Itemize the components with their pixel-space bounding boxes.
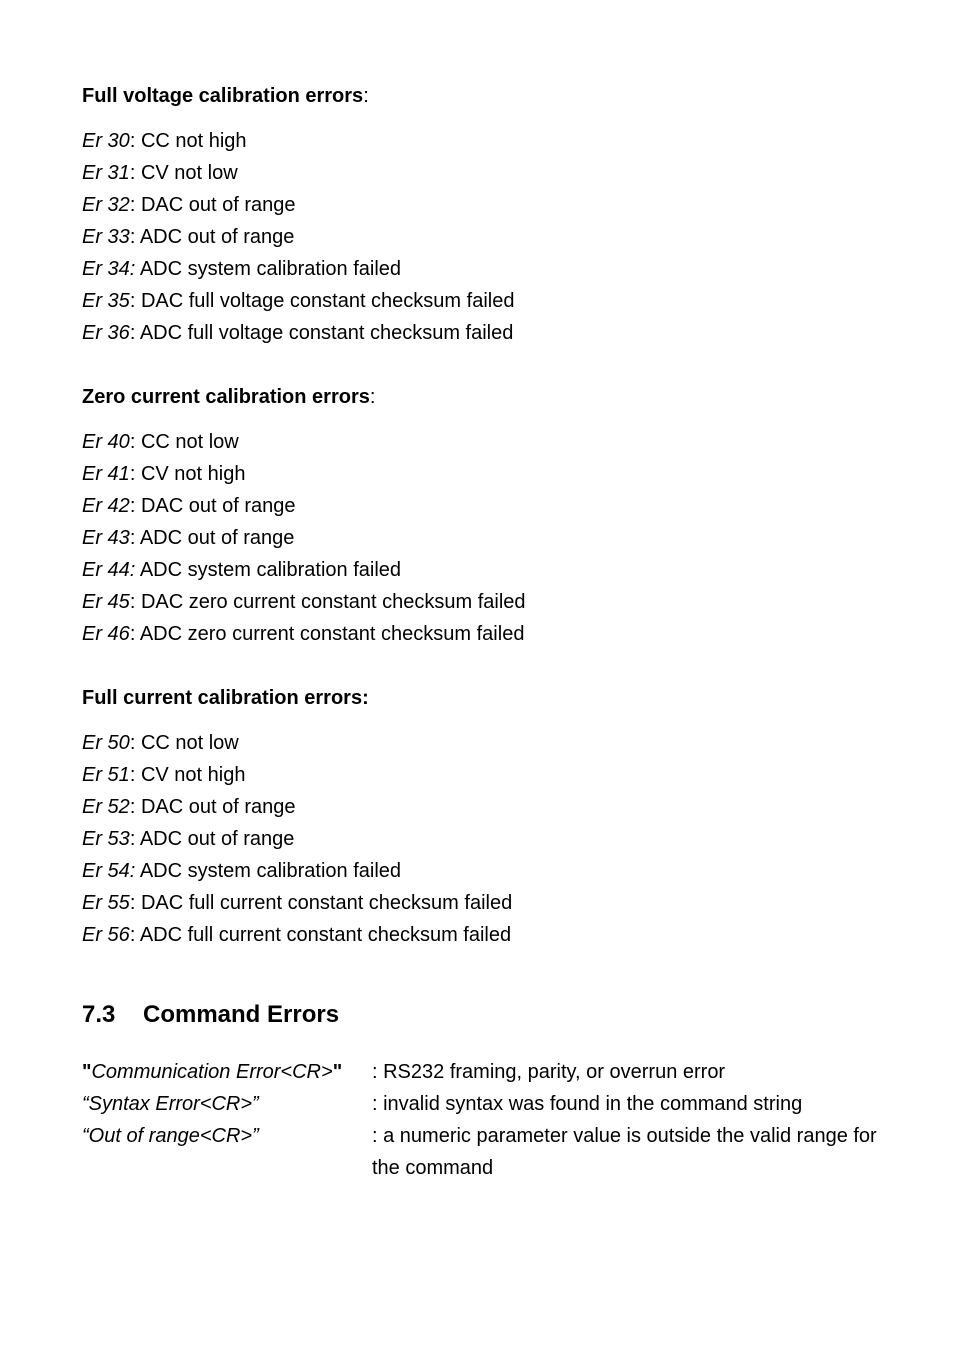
error-item [82, 554, 526, 586]
error-code: Er 41 [82, 463, 130, 485]
error-item: Er 33: ADC out of range [82, 226, 295, 248]
command-error-message: “Out of range<CR>” [82, 1125, 259, 1147]
error-item: Er 36: ADC full voltage constant checksum failed [82, 322, 514, 344]
error-description: DAC out of range [140, 194, 296, 216]
command-error-row [82, 1120, 882, 1184]
error-code: Er 55 [82, 892, 130, 914]
error-item: Er 41: CV not high [82, 463, 246, 485]
error-description: ADC system calibration failed [139, 559, 402, 581]
error-item: Er 55: DAC full current constant checksum failed [82, 892, 513, 914]
error-item [82, 855, 512, 887]
error-code: Er 42 [82, 495, 130, 517]
section-heading-command-errors [82, 998, 339, 1032]
error-code: Er 54: [82, 860, 136, 882]
error-description: ADC full voltage constant checksum failed [139, 322, 514, 344]
command-error-message: “Syntax Error<CR>” [82, 1093, 259, 1115]
error-code: Er 50 [82, 732, 130, 754]
error-list-full-voltage [82, 125, 514, 349]
error-code: Er 36 [82, 322, 130, 344]
error-code: Er 45 [82, 591, 130, 613]
section-title-full-voltage: Full voltage calibration errors: [82, 85, 369, 107]
section-heading-text: Command Errors [143, 1001, 340, 1028]
error-item: Er 40: CC not low [82, 431, 239, 453]
error-description: CC not low [140, 431, 239, 453]
error-item: Er 51: CV not high [82, 764, 246, 786]
error-description: CV not high [140, 463, 246, 485]
error-item: Er 30: CC not high [82, 130, 247, 152]
error-description: DAC out of range [140, 796, 296, 818]
error-code: Er 34: [82, 258, 136, 280]
error-list-full-current [82, 727, 512, 951]
error-description: ADC system calibration failed [139, 258, 402, 280]
error-description: DAC out of range [140, 495, 296, 517]
error-code: Er 40 [82, 431, 130, 453]
error-description: ADC out of range [139, 828, 295, 850]
error-code: Er 46 [82, 623, 130, 645]
command-error-row [82, 1056, 882, 1088]
error-item: Er 31: CV not low [82, 162, 238, 184]
command-error-message: "Communication Error<CR>" [82, 1061, 343, 1083]
error-description: ADC out of range [139, 226, 295, 248]
error-description: ADC out of range [139, 527, 295, 549]
error-item: Er 45: DAC zero current constant checksum failed [82, 591, 526, 613]
error-item: Er 42: DAC out of range [82, 495, 296, 517]
error-item: Er 56: ADC full current constant checksum failed [82, 924, 512, 946]
command-error-table [82, 1056, 882, 1184]
error-description: DAC full voltage constant checksum failed [140, 290, 515, 312]
error-code: Er 52 [82, 796, 130, 818]
error-code: Er 44: [82, 559, 136, 581]
section-title-zero-current: Zero current calibration errors: [82, 386, 376, 408]
error-item: Er 50: CC not low [82, 732, 239, 754]
error-description: ADC system calibration failed [139, 860, 402, 882]
error-description: DAC full current constant checksum failed [140, 892, 513, 914]
error-code: Er 56 [82, 924, 130, 946]
error-item: Er 35: DAC full voltage constant checksum failed [82, 290, 515, 312]
error-item [82, 253, 514, 285]
error-description: CC not high [140, 130, 247, 152]
error-item: Er 32: DAC out of range [82, 194, 296, 216]
error-item: Er 53: ADC out of range [82, 828, 295, 850]
error-description: ADC zero current constant checksum failed [139, 623, 525, 645]
error-description: ADC full current constant checksum failed [139, 924, 512, 946]
error-code: Er 51 [82, 764, 130, 786]
error-code: Er 33 [82, 226, 130, 248]
error-item: Er 43: ADC out of range [82, 527, 295, 549]
error-description: CV not high [140, 764, 246, 786]
error-item: Er 46: ADC zero current constant checksum failed [82, 623, 525, 645]
error-code: Er 32 [82, 194, 130, 216]
command-error-description: : invalid syntax was found in the command string [372, 1093, 803, 1115]
error-code: Er 53 [82, 828, 130, 850]
error-code: Er 43 [82, 527, 130, 549]
error-description: DAC zero current constant checksum failed [140, 591, 526, 613]
error-description: CC not low [140, 732, 239, 754]
error-description: CV not low [140, 162, 238, 184]
section-title-full-current: Full current calibration errors: [82, 687, 369, 709]
error-code: Er 31 [82, 162, 130, 184]
command-error-description: : a numeric parameter value is outside the valid range for the command [372, 1125, 877, 1179]
section-number: 7.3 [82, 1001, 116, 1028]
error-code: Er 35 [82, 290, 130, 312]
error-item: Er 52: DAC out of range [82, 796, 296, 818]
error-list-zero-current [82, 426, 526, 650]
command-error-row [82, 1088, 882, 1120]
error-code: Er 30 [82, 130, 130, 152]
command-error-description: : RS232 framing, parity, or overrun error [372, 1061, 726, 1083]
